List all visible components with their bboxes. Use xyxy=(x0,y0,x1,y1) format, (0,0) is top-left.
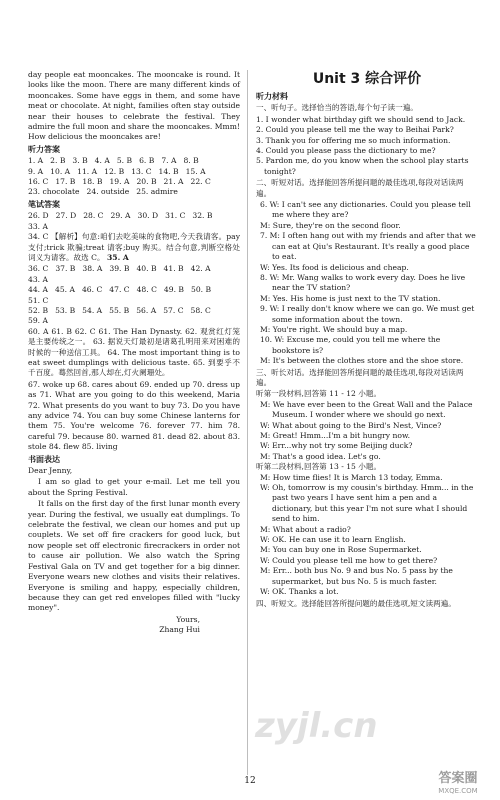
answer-item: 32. B xyxy=(192,211,213,221)
dialogue-line: 8. W: Mr. Wang walks to work every day. Does he live near the TV station? xyxy=(260,272,466,293)
watermark: zyjl.cn xyxy=(255,706,378,746)
dialogue-line: 6. W: I can't see any dictionaries. Could you please tell me where they are? xyxy=(260,200,471,220)
answer-item: 57. C xyxy=(163,305,184,315)
dialog1-lines xyxy=(256,400,478,462)
dialogue-line: M: Great! Hmm...I'm a bit hungry now. xyxy=(260,431,410,440)
letter-signature: Zhang Hui xyxy=(159,625,200,635)
logo-url: MXQE.COM xyxy=(438,787,478,795)
answer-item: 12. B xyxy=(104,166,125,176)
answer-row xyxy=(28,211,240,232)
answer-item: 42. A xyxy=(190,264,211,274)
logo-text: 答案圈 xyxy=(438,771,478,786)
answer-item: 36. C xyxy=(28,264,49,274)
answer-item: 28. C xyxy=(83,211,104,221)
answer-item: 31. C xyxy=(165,211,186,221)
part4-instruction: 四、听短文。选择能回答所提问题的最佳选项,短文读两遍。 xyxy=(256,598,456,608)
dialog1-intro: 听第一段材料,回答第 11 - 12 小题。 xyxy=(256,389,382,399)
answer-item: 52. B xyxy=(28,305,49,315)
answer-item: 18. B xyxy=(82,177,103,187)
written-answers-heading: 笔试答案 xyxy=(28,199,60,209)
answer-item: 41. B xyxy=(163,264,184,274)
answer-item: 44. A xyxy=(28,285,48,295)
site-logo xyxy=(422,766,494,796)
answer-item: 51. C xyxy=(28,295,49,305)
answer-item: 16. C xyxy=(28,177,49,187)
dialogue-line: M: That's a good idea. Let's go. xyxy=(260,451,381,461)
answer-item: 21. A xyxy=(163,177,184,187)
answer-item: 20. B xyxy=(136,177,157,187)
listening-sentence: 2. Could you please tell me the way to Beihai Park? xyxy=(256,125,454,135)
answer-item: 15. A xyxy=(185,166,206,176)
answer-item: 11. A xyxy=(77,166,98,176)
listening-material-heading: 听力材料 xyxy=(256,92,288,101)
answer-item: 13. C xyxy=(131,166,152,176)
answer-item: 38. A xyxy=(82,264,103,274)
dialogue-line: 9. W: I really don't know where we can go. We must get some information about the town. xyxy=(260,304,475,324)
dialogue-line: W: OK. He can use it to learn English. xyxy=(260,535,406,545)
dialogue-line: M: Err... both bus No. 9 and bus No. 5 pass by the supermarket, but bus No. 5 is much faster. xyxy=(260,566,453,586)
written-answers xyxy=(28,211,240,232)
answer-item: 53. B xyxy=(55,305,76,315)
listening-answers-heading: 听力答案 xyxy=(28,144,60,154)
answer-item: 25. admire xyxy=(136,187,178,197)
letter-closing: Yours, xyxy=(176,614,200,624)
dialogue-line: W: Oh, tomorrow is my cousin's birthday. Hmm... in the past two years I have sent him a pen and a dictionary, but this year I'm not sure what I should send to him. xyxy=(260,483,474,524)
listening-sentence: 1. I wonder what birthday gift we should send to Jack. xyxy=(256,114,466,124)
part3-instruction: 三、听长对话。选择能回答所提问题的最佳选项,每段对话读两遍。 xyxy=(256,367,464,387)
answer-item: 3. B xyxy=(72,156,88,166)
listening-answers xyxy=(28,156,240,198)
answer-item: 24. outside xyxy=(86,187,130,197)
answer-item: 5. B xyxy=(116,156,133,166)
dialogue-line: M: Sure, they're on the second floor. xyxy=(260,220,401,230)
dialogue-line: M: You can buy one in Rose Supermarket. xyxy=(260,545,422,555)
answer-row xyxy=(28,187,240,197)
part2-instruction: 二、听短对话。选择能回答所提问题的最佳选项,每段对话读两遍。 xyxy=(256,178,464,198)
answer-item: 22. C xyxy=(190,177,211,187)
page-number: 12 xyxy=(244,776,256,786)
answer-item: 23. chocolate xyxy=(28,187,80,197)
answer-item: 46. C xyxy=(81,285,103,295)
letter-paragraph-1: I am so glad to get your e-mail. Let me tell you about the Spring Festival. xyxy=(28,477,240,497)
dialogue-line: M: Yes. His home is just next to the TV station. xyxy=(260,293,441,303)
dialog2-intro: 听第二段材料,回答第 13 - 15 小题。 xyxy=(256,462,382,472)
answer-item: 50. B xyxy=(190,285,212,295)
answer-item: 30. D xyxy=(137,211,159,221)
q60-66-answers: 60. A 61. B 62. C 61. The Han Dynasty. 62. 观赏红灯笼是主要传统之一。 63. 据说天灯最初是诸葛孔明用来对困难的时候的一种送信工具。 64. The most important thing is to eat sweet dumplings with delicious taste. 65. 到要乎不千百度。蓦然回首,那人却在,灯火阑珊处。 xyxy=(28,326,240,378)
answer-row xyxy=(28,264,240,285)
answer-row xyxy=(28,285,240,306)
answer-item: 45. A xyxy=(54,285,75,295)
answer-row xyxy=(28,177,240,187)
answer-item: 59. A xyxy=(28,316,48,326)
dialogue-line: W: Err...why not try some Beijing duck? xyxy=(260,441,413,451)
dialogue-line: 10. W: Excuse me, could you tell me where the bookstore is? xyxy=(260,335,441,355)
right-column xyxy=(256,70,478,610)
q34-explanation: 34. C 【解析】句意:咱们去吃美味的食物吧,今天我请客。pay 支付;trick 欺骗;treat 请客;buy 购买。结合句意,判断空格处词义为请客。故选 C。 35. A xyxy=(28,232,240,262)
answer-item: 17. B xyxy=(55,177,76,187)
answer-item: 48. C xyxy=(136,285,157,295)
answer-item: 10. A xyxy=(50,166,71,176)
answer-item: 37. B xyxy=(55,264,76,274)
written-answers-2 xyxy=(28,264,240,326)
unit-title: Unit 3 综合评价 xyxy=(312,71,422,87)
answer-item: 39. B xyxy=(109,264,130,274)
writing-heading: 书面表达 xyxy=(28,454,60,464)
answer-item: 19. A xyxy=(109,177,130,187)
dialogue-line: W: OK. Thanks a lot. xyxy=(260,587,339,597)
dialogue-line: M: What about a radio? xyxy=(260,524,351,534)
answer-item: 56. A xyxy=(136,305,157,315)
letter-salutation: Dear Jenny, xyxy=(28,466,73,476)
answer-item: 55. B xyxy=(109,305,130,315)
answer-item: 47. C xyxy=(109,285,130,295)
answer-row xyxy=(28,306,240,327)
answer-item: 58. C xyxy=(190,305,211,315)
listening-sentence: 5. Pardon me, do you know when the school play starts tonight? xyxy=(256,156,469,176)
answer-item: 26. D xyxy=(28,211,49,221)
answer-row xyxy=(28,167,240,177)
answer-item: 14. B xyxy=(158,166,179,176)
answer-item: 6. B xyxy=(139,156,155,166)
dialogue-line: W: Yes. Its food is delicious and cheap. xyxy=(260,262,409,272)
answer-item: 29. A xyxy=(110,211,131,221)
part2-items xyxy=(256,200,478,367)
answer-item: 43. A xyxy=(28,274,48,284)
dialogue-line: W: Could you please tell me how to get there? xyxy=(260,555,438,565)
answer-item: 33. A xyxy=(28,221,48,231)
answer-item: 9. A xyxy=(28,166,44,176)
answer-item: 27. D xyxy=(55,211,77,221)
column-divider xyxy=(247,70,248,775)
answer-item: 4. A xyxy=(94,156,110,166)
dialogue-line: M: It's between the clothes store and the shoe store. xyxy=(260,356,464,366)
dialogue-line: M: You're right. We should buy a map. xyxy=(260,324,408,334)
answer-item: 1. A xyxy=(28,156,44,166)
listening-sentence: 3. Thank you for offering me so much information. xyxy=(256,135,451,145)
answer-item: 54. A xyxy=(82,305,103,315)
q67-85-answers: 67. woke up 68. cares about 69. ended up 70. dress up as 71. What are you going to do this weekend, Maria 72. What presents do you want to buy 73. Do you have any advice 74. You can buy some Chinese lanterns for them 75. You're welcome 76. forever 77. him 78. careful 79. because 80. warned 81. dead 82. about 83. stole 84. flew 85. living xyxy=(28,379,240,452)
answer-item: 40. B xyxy=(136,264,157,274)
dialog2-lines xyxy=(256,473,478,598)
dialogue-line: M: How time flies! It is March 13 today, Emma. xyxy=(260,472,443,482)
listening-sentence: 4. Could you please pass the dictionary to me? xyxy=(256,146,436,156)
answer-item: 7. A xyxy=(161,156,177,166)
answer-row xyxy=(28,156,240,166)
letter-paragraph-2: It falls on the first day of the first lunar month every year. During the festival, we usually eat dumplings. To celebrate the festival, we clean our homes and put up couplets. We set off fire crackers for good luck, but now people set off electronic firecrackers in order not to cause air pollution. We also watch the Spring Festival Gala on TV and get together for a big dinner. Everyone wears new clothes and visits their relatives. Everyone is smiling and happy, especially children, because they can get red envelopes filled with "lucky money". xyxy=(28,499,240,613)
left-column xyxy=(28,70,240,636)
part1-instruction: 一、听句子。选择恰当的答语,每个句子读一遍。 xyxy=(256,103,418,113)
answer-item: 49. B xyxy=(163,285,184,295)
intro-paragraph: day people eat mooncakes. The mooncake is round. It looks like the moon. There are many different kinds of mooncakes. Some have eggs in them, and some have meat or chocolate. At night, families often stay outside near their houses to celebrate the festival. They admire the full moon and share the mooncakes. Mmm! How delicious the mooncakes are! xyxy=(28,70,240,142)
dialogue-line: 7. M: I often hang out with my friends and after that we can eat at Qiu's Restaurant. It's really a good place to eat. xyxy=(260,231,476,262)
part1-items xyxy=(256,115,478,177)
dialogue-line: M: We have ever been to the Great Wall and the Palace Museum. I wonder where we should go next. xyxy=(260,399,473,420)
answer-item: 2. B xyxy=(50,156,66,166)
dialogue-line: W: What about going to the Bird's Nest, Vince? xyxy=(260,420,442,430)
answer-item: 8. B xyxy=(183,156,199,166)
